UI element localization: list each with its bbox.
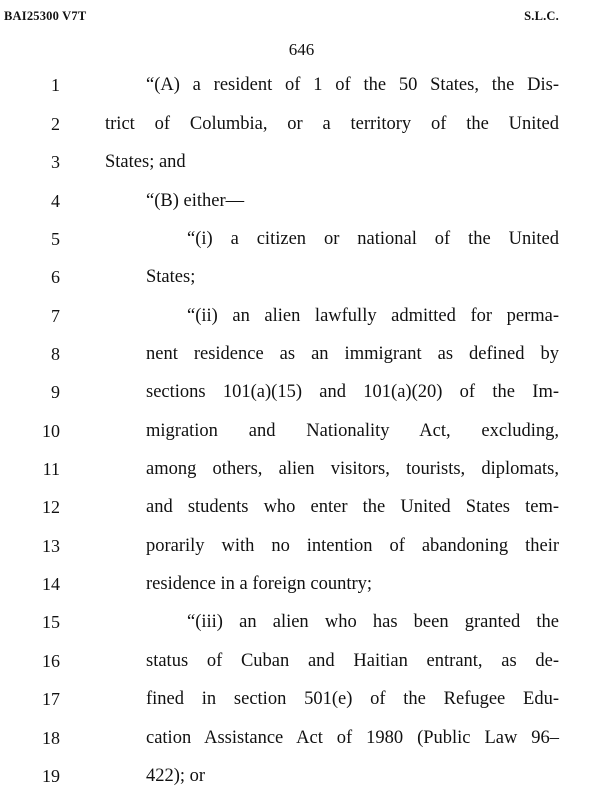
line-number: 8 — [51, 344, 60, 364]
text-line: cation Assistance Act of 1980 (Public Law 96– — [146, 728, 559, 748]
text-line: “(B) either— — [146, 191, 245, 211]
line-number: 7 — [51, 306, 60, 326]
text-line: trict of Columbia, or a territory of the United — [105, 114, 559, 134]
text-line: “(ii) an alien lawfully admitted for perma- — [187, 306, 559, 326]
page-number: 646 — [288, 40, 315, 59]
line-number: 9 — [51, 382, 60, 402]
text-line: States; — [146, 267, 196, 287]
line-number: 2 — [51, 114, 60, 134]
line-number: 5 — [51, 229, 60, 249]
line-number: 6 — [51, 267, 60, 287]
text-line: States; and — [105, 152, 186, 172]
line-number: 19 — [42, 766, 60, 786]
line-number: 3 — [51, 152, 60, 172]
line-number: 18 — [42, 728, 60, 748]
text-line: “(i) a citizen or national of the United — [187, 229, 559, 249]
line-number: 15 — [42, 612, 60, 632]
slc-label: S.L.C. — [524, 9, 559, 23]
line-number: 13 — [42, 536, 60, 556]
line-number: 10 — [42, 421, 60, 441]
text-line: residence in a foreign country; — [146, 574, 373, 594]
document-id: BAI25300 V7T — [4, 9, 87, 23]
text-line: 422); or — [146, 766, 206, 786]
text-line: “(iii) an alien who has been granted the — [187, 612, 559, 632]
line-number: 14 — [42, 574, 60, 594]
text-line: status of Cuban and Haitian entrant, as de- — [146, 651, 559, 671]
text-line: fined in section 501(e) of the Refugee Edu- — [146, 689, 559, 709]
line-number: 1 — [51, 75, 60, 95]
line-number: 17 — [42, 689, 60, 709]
text-line: “(A) a resident of 1 of the 50 States, the Dis- — [146, 75, 559, 95]
text-line: nent residence as an immigrant as defined by — [146, 344, 559, 364]
text-line: sections 101(a)(15) and 101(a)(20) of the Im- — [146, 382, 559, 402]
text-line: and students who enter the United States tem- — [146, 497, 559, 517]
line-number: 16 — [42, 651, 60, 671]
text-line: porarily with no intention of abandoning their — [146, 536, 559, 556]
line-number: 11 — [42, 459, 60, 479]
line-number: 12 — [42, 497, 60, 517]
text-line: among others, alien visitors, tourists, diplomats, — [146, 459, 559, 479]
text-line: migration and Nationality Act, excluding, — [146, 421, 559, 441]
line-number: 4 — [51, 191, 60, 211]
